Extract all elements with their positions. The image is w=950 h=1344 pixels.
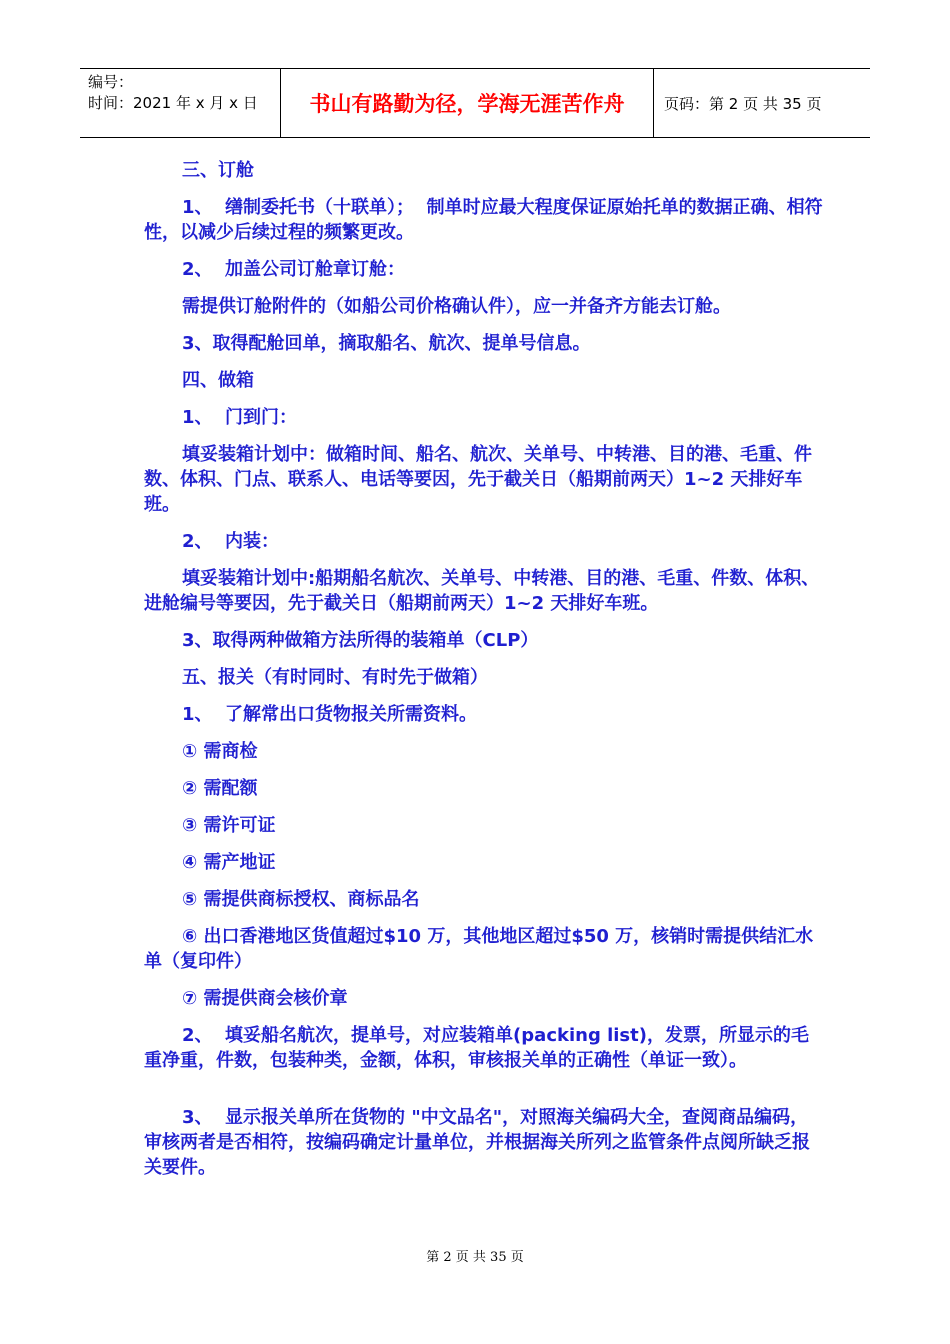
section-heading-booking: 三、订舱 bbox=[182, 160, 254, 181]
paragraph: 1、 了解常出口货物报关所需资料。 bbox=[182, 704, 478, 725]
page-header bbox=[80, 68, 870, 138]
document-number-label: 编号： bbox=[88, 73, 134, 91]
list-item: ③ 需许可证 bbox=[182, 815, 276, 836]
list-item: ④ 需产地证 bbox=[182, 852, 276, 873]
page-footer: 第 2 页 共 35 页 bbox=[426, 1250, 524, 1265]
document-date: 时间：2021 年 x 月 x 日 bbox=[88, 94, 258, 112]
header-motto: 书山有路勤为径，学海无涯苦作舟 bbox=[281, 69, 654, 137]
list-item: ⑦ 需提供商会核价章 bbox=[182, 988, 348, 1009]
list-item: ① 需商检 bbox=[182, 741, 258, 762]
section-heading-customs: 五、报关（有时同时、有时先于做箱） bbox=[182, 667, 488, 688]
paragraph: 3、取得两种做箱方法所得的装箱单（CLP） bbox=[182, 630, 539, 651]
paragraph: 3、取得配舱回单，摘取船名、航次、提单号信息。 bbox=[182, 333, 591, 354]
list-item: ② 需配额 bbox=[182, 778, 258, 799]
section-heading-container: 四、做箱 bbox=[182, 370, 254, 391]
list-item: ⑤ 需提供商标授权、商标品名 bbox=[182, 889, 420, 910]
paragraph: 1、 缮制委托书（十联单）； 制单时应最大程度保证原始托单的数据正确、相符性，以减少后续过程的频繁更改。 bbox=[144, 197, 823, 243]
spacer bbox=[144, 1085, 824, 1105]
paragraph: 1、 门到门： bbox=[182, 407, 298, 428]
paragraph: 2、 加盖公司订舱章订舱： bbox=[182, 259, 406, 280]
document-body bbox=[144, 158, 824, 1192]
paragraph: 2、 内装： bbox=[182, 531, 280, 552]
header-meta bbox=[80, 69, 281, 137]
paragraph: 填妥装箱计划中：做箱时间、船名、航次、关单号、中转港、目的港、毛重、件数、体积、门点、联系人、电话等要因，先于截关日（船期前两天）1~2 天排好车班。 bbox=[144, 444, 812, 515]
paragraph: 需提供订舱附件的（如船公司价格确认件），应一并备齐方能去订舱。 bbox=[182, 296, 731, 317]
paragraph: 2、 填妥船名航次，提单号，对应装箱单(packing list)，发票，所显示的毛重净重，件数，包装种类，金额，体积，审核报关单的正确性（单证一致）。 bbox=[144, 1025, 809, 1071]
list-item: ⑥ 出口香港地区货值超过$10 万，其他地区超过$50 万，核销时需提供结汇水单（复印件） bbox=[144, 926, 814, 972]
paragraph: 3、 显示报关单所在货物的 "中文品名"，对照海关编码大全，查阅商品编码，审核两者是否相符，按编码确定计量单位，并根据海关所列之监管条件点阅所缺乏报关要件。 bbox=[144, 1107, 810, 1178]
header-page-info: 页码：第 2 页 共 35 页 bbox=[664, 94, 822, 113]
paragraph: 填妥装箱计划中:船期船名航次、关单号、中转港、目的港、毛重、件数、体积、进舱编号等要因，先于截关日（船期前两天）1~2 天排好车班。 bbox=[144, 568, 820, 614]
